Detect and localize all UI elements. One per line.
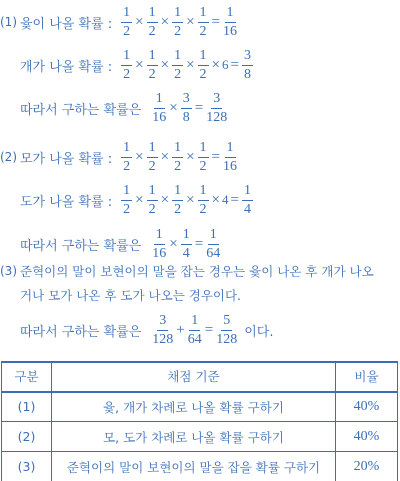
header-category: 구분 xyxy=(2,362,52,392)
row-ratio: 40% xyxy=(336,422,398,452)
header-criteria: 채점 기준 xyxy=(52,362,336,392)
row-category: (3) xyxy=(2,452,52,481)
fraction: $\frac{1}{2}$ xyxy=(174,139,182,174)
fraction: $\frac{3}{8}$ xyxy=(182,90,190,125)
table-row xyxy=(2,392,398,422)
p2-line3 xyxy=(20,224,221,264)
p2-number: (2) xyxy=(0,150,17,164)
p2-line3-label: 따라서 구하는 확률은 xyxy=(20,238,142,254)
p3-line3 xyxy=(20,310,273,350)
fraction: $\frac{1}{2}$ xyxy=(199,4,207,39)
result-fraction: $\frac{3}{8}$ xyxy=(243,47,251,82)
p3-number: (3) xyxy=(0,264,17,278)
fraction: $\frac{1}{2}$ xyxy=(174,4,182,39)
fraction: $\frac{1}{2}$ xyxy=(199,139,207,174)
fraction: $\frac{1}{16}$ xyxy=(152,226,167,261)
p1-line2-label: 개가 나올 확률 : xyxy=(20,59,113,75)
table-row xyxy=(2,422,398,452)
row-ratio: 20% xyxy=(336,452,398,481)
result-fraction: $\frac{1}{16}$ xyxy=(223,4,237,39)
fraction: $\frac{1}{2}$ xyxy=(123,182,131,217)
result-fraction: $\frac{1}{4}$ xyxy=(243,182,251,217)
fraction: $\frac{1}{2}$ xyxy=(123,4,131,39)
row-criteria: 윷, 개가 차례로 나올 확률 구하기 xyxy=(52,392,336,422)
fraction: $\frac{1}{2}$ xyxy=(174,182,182,217)
p1-line3-formula: $\frac{1}{16}$ × $\frac{3}{8}$ = $\frac{3}{128}$ xyxy=(152,90,228,125)
p2-line2 xyxy=(20,180,254,220)
table-header-row xyxy=(2,362,398,392)
p1-line1-formula: $\frac{1}{2}$ × $\frac{1}{2}$ × $\frac{1}{2}$ × $\frac{1}{2}$ = $\frac{1}{16}$ xyxy=(123,4,237,39)
row-ratio: 40% xyxy=(336,392,398,422)
fraction: $\frac{1}{2}$ xyxy=(148,182,156,217)
row-category: (1) xyxy=(2,392,52,422)
table-top-border xyxy=(1,361,398,363)
fraction: $\frac{1}{2}$ xyxy=(148,139,156,174)
p3-suffix: 이다. xyxy=(244,324,274,340)
p3-text-line2: 거나 모가 나온 후 도가 나오는 경우이다. xyxy=(20,288,242,303)
p2-line3-formula: $\frac{1}{16}$ × $\frac{1}{4}$ = $\frac{1}{64}$ xyxy=(152,226,221,261)
fraction: $\frac{1}{2}$ xyxy=(123,139,131,174)
fraction: $\frac{1}{2}$ xyxy=(123,47,131,82)
p1-line1 xyxy=(0,2,238,42)
p2-line1-formula: $\frac{1}{2}$ × $\frac{1}{2}$ × $\frac{1}{2}$ × $\frac{1}{2}$ = $\frac{1}{16}$ xyxy=(123,139,237,174)
p2-line2-label: 도가 나올 확률 : xyxy=(20,194,113,210)
fraction: $\frac{3}{128}$ xyxy=(152,312,174,347)
p1-number: (1) xyxy=(0,15,17,29)
result-fraction: $\frac{1}{16}$ xyxy=(223,139,237,174)
header-ratio: 비율 xyxy=(336,362,398,392)
p3-line2 xyxy=(20,283,241,307)
grading-table xyxy=(1,361,398,481)
fraction: $\frac{1}{2}$ xyxy=(148,47,156,82)
p1-line3-label: 따라서 구하는 확률은 xyxy=(20,102,142,118)
row-criteria: 모, 도가 차례로 나올 확률 구하기 xyxy=(52,422,336,452)
p2-line1 xyxy=(0,137,238,177)
p1-line3 xyxy=(20,88,228,128)
fraction: $\frac{1}{2}$ xyxy=(199,182,207,217)
fraction: $\frac{1}{2}$ xyxy=(199,47,207,82)
fraction: $\frac{1}{2}$ xyxy=(174,47,182,82)
row-criteria: 준혁이의 말이 보현이의 말을 잡을 확률 구하기 xyxy=(52,452,336,481)
fraction: $\frac{1}{64}$ xyxy=(187,312,202,347)
answer-fraction: $\frac{1}{64}$ xyxy=(206,226,221,261)
p3-line3-label: 따라서 구하는 확률은 xyxy=(20,324,142,340)
fraction: $\frac{1}{4}$ xyxy=(182,226,190,261)
fraction: $\frac{1}{2}$ xyxy=(148,4,156,39)
p3-text-line1: 준혁이의 말이 보현이의 말을 잡는 경우는 윷이 나온 후 개가 나오 xyxy=(20,264,374,279)
table-row xyxy=(2,452,398,481)
p1-line2-formula: $\frac{1}{2}$ × $\frac{1}{2}$ × $\frac{1}{2}$ × $\frac{1}{2}$ × 6 = $\frac{3}{8}$ xyxy=(123,47,251,82)
answer-fraction: $\frac{5}{128}$ xyxy=(216,312,238,347)
p2-line2-formula: $\frac{1}{2}$ × $\frac{1}{2}$ × $\frac{1}{2}$ × $\frac{1}{2}$ × 4 = $\frac{1}{4}$ xyxy=(123,182,251,217)
fraction: $\frac{1}{16}$ xyxy=(152,90,167,125)
p3-line1 xyxy=(0,259,374,283)
row-category: (2) xyxy=(2,422,52,452)
p1-line1-label: 윷이 나올 확률 : xyxy=(20,16,113,32)
answer-fraction: $\frac{3}{128}$ xyxy=(206,90,228,125)
p1-line2 xyxy=(20,45,254,85)
p3-line3-formula: $\frac{3}{128}$ + $\frac{1}{64}$ = $\frac{5}{128}$ xyxy=(152,312,238,347)
p2-line1-label: 모가 나올 확률 : xyxy=(20,151,113,167)
